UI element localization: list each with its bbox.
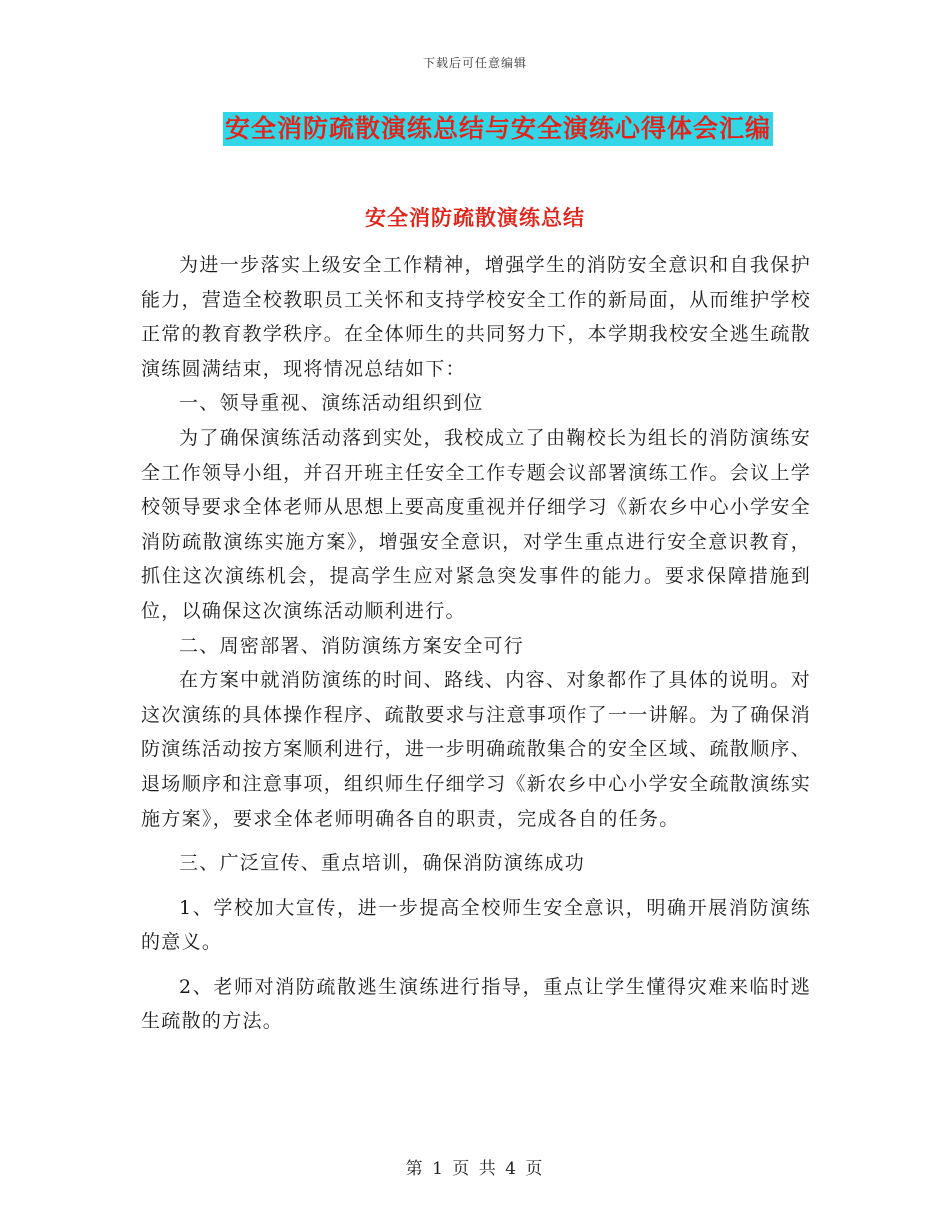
heading-section-3: 三、广泛宣传、重点培训，确保消防演练成功 xyxy=(179,852,586,875)
paragraph-item-2: 2、老师对消防疏散逃生演练进行指导，重点让学生懂得灾难来临时逃生疏散的方法。 xyxy=(141,975,811,1033)
heading-section-2: 二、周密部署、消防演练方案安全可行 xyxy=(179,634,525,657)
paragraph-section-2: 在方案中就消防演练的时间、路线、内容、对象都作了具体的说明。对这次演练的具体操作程序、疏散要求与注意事项作了一一讲解。为了确保消防演练活动按方案顺利进行，进一步明确疏散集合的安全区域、疏散顺序、退场顺序和注意事项，组织师生仔细学习《新农乡中心小学安全疏散演练实施方案》，要求全体老师明确各自的职责，完成各自的任务。 xyxy=(141,669,811,830)
document-body xyxy=(141,248,811,1039)
main-title-container xyxy=(0,112,950,146)
paragraph-section-1: 为了确保演练活动落到实处，我校成立了由鞠校长为组长的消防演练安全工作领导小组，并召开班主任安全工作专题会议部署演练工作。会议上学校领导要求全体老师从思想上要高度重视并仔细学习《新农乡中心小学安全消防疏散演练实施方案》，增强安全意识，对学生重点进行安全意识教育，抓住这次演练机会，提高学生应对紧急突发事件的能力。要求保障措施到位，以确保这次演练活动顺利进行。 xyxy=(141,426,811,622)
page-header-note: 下载后可任意编辑 xyxy=(422,56,527,70)
page-number-footer: 第 1 页 共 4 页 xyxy=(405,1159,545,1179)
paragraph-intro: 为进一步落实上级安全工作精神，增强学生的消防安全意识和自我保护能力，营造全校教职员工关怀和支持学校安全工作的新局面，从而维护学校正常的教育教学秩序。在全体师生的共同努力下，本学期我校安全逃生疏散演练圆满结束，现将情况总结如下： xyxy=(141,254,811,380)
section-title: 安全消防疏散演练总结 xyxy=(365,205,585,230)
heading-section-1: 一、领导重视、演练活动组织到位 xyxy=(179,392,484,415)
document-title: 安全消防疏散演练总结与安全演练心得体会汇编 xyxy=(223,112,773,146)
paragraph-item-1: 1、学校加大宣传，进一步提高全校师生安全意识，明确开展消防演练的意义。 xyxy=(141,896,811,954)
